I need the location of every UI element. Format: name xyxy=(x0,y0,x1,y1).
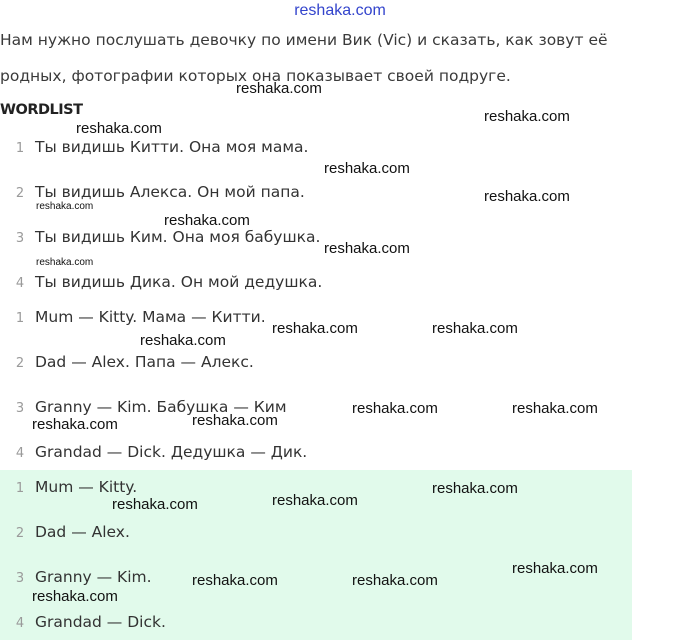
line-number: 4 xyxy=(15,276,25,291)
watermark: reshaka.com xyxy=(272,320,358,337)
line-number: 2 xyxy=(15,186,25,201)
line-number: 3 xyxy=(15,571,25,586)
watermark: reshaka.com xyxy=(512,560,598,577)
intro-text-line-2: родных, фотографии которых она показывает своей подруге. xyxy=(0,67,511,85)
line-number: 2 xyxy=(15,356,25,371)
watermark: reshaka.com xyxy=(432,480,518,497)
line-text: Dad — Alex. xyxy=(35,523,130,541)
watermark: reshaka.com xyxy=(484,188,570,205)
intro-text-line-1: Нам нужно послушать девочку по имени Вик (Vic) и сказать, как зовут её xyxy=(0,31,608,49)
watermark: reshaka.com xyxy=(352,572,438,589)
line-text: Grandad — Dick. xyxy=(35,613,166,631)
watermark: reshaka.com xyxy=(76,120,162,137)
watermark: reshaka.com xyxy=(324,160,410,177)
watermark: reshaka.com xyxy=(32,416,118,433)
line-number: 4 xyxy=(15,446,25,461)
line-text: Grandad — Dick. Дедушка — Дик. xyxy=(35,443,308,461)
line-text: Dad — Alex. Папа — Алекс. xyxy=(35,353,254,371)
watermark: reshaka.com xyxy=(36,201,94,212)
line-text: Ты видишь Китти. Она моя мама. xyxy=(35,138,309,156)
line-number: 1 xyxy=(15,141,25,156)
line-number: 1 xyxy=(15,311,25,326)
line-text: Ты видишь Дика. Он мой дедушка. xyxy=(35,273,323,291)
watermark: reshaka.com xyxy=(140,332,226,349)
line-text: Granny — Kim. xyxy=(35,568,152,586)
line-text: Mum — Kitty. Мама — Китти. xyxy=(35,308,266,326)
site-header-link[interactable]: reshaka.com xyxy=(294,2,386,19)
watermark: reshaka.com xyxy=(192,572,278,589)
watermark: reshaka.com xyxy=(352,400,438,417)
watermark: reshaka.com xyxy=(36,257,94,268)
line-text: Granny — Kim. Бабушка — Ким xyxy=(35,398,287,416)
line-number: 2 xyxy=(15,526,25,541)
line-number: 4 xyxy=(15,616,25,631)
wordlist-heading: WORDLIST xyxy=(0,102,83,118)
line-number: 3 xyxy=(15,231,25,246)
line-text: Mum — Kitty. xyxy=(35,478,138,496)
line-text: Ты видишь Алекса. Он мой папа. xyxy=(35,183,305,201)
watermark: reshaka.com xyxy=(272,492,358,509)
watermark: reshaka.com xyxy=(192,412,278,429)
watermark: reshaka.com xyxy=(236,80,322,97)
watermark: reshaka.com xyxy=(484,108,570,125)
line-text: Ты видишь Ким. Она моя бабушка. xyxy=(35,228,321,246)
watermark: reshaka.com xyxy=(512,400,598,417)
watermark: reshaka.com xyxy=(112,496,198,513)
line-number: 1 xyxy=(15,481,25,496)
watermark: reshaka.com xyxy=(324,240,410,257)
watermark: reshaka.com xyxy=(432,320,518,337)
watermark: reshaka.com xyxy=(32,588,118,605)
watermark: reshaka.com xyxy=(164,212,250,229)
line-number: 3 xyxy=(15,401,25,416)
